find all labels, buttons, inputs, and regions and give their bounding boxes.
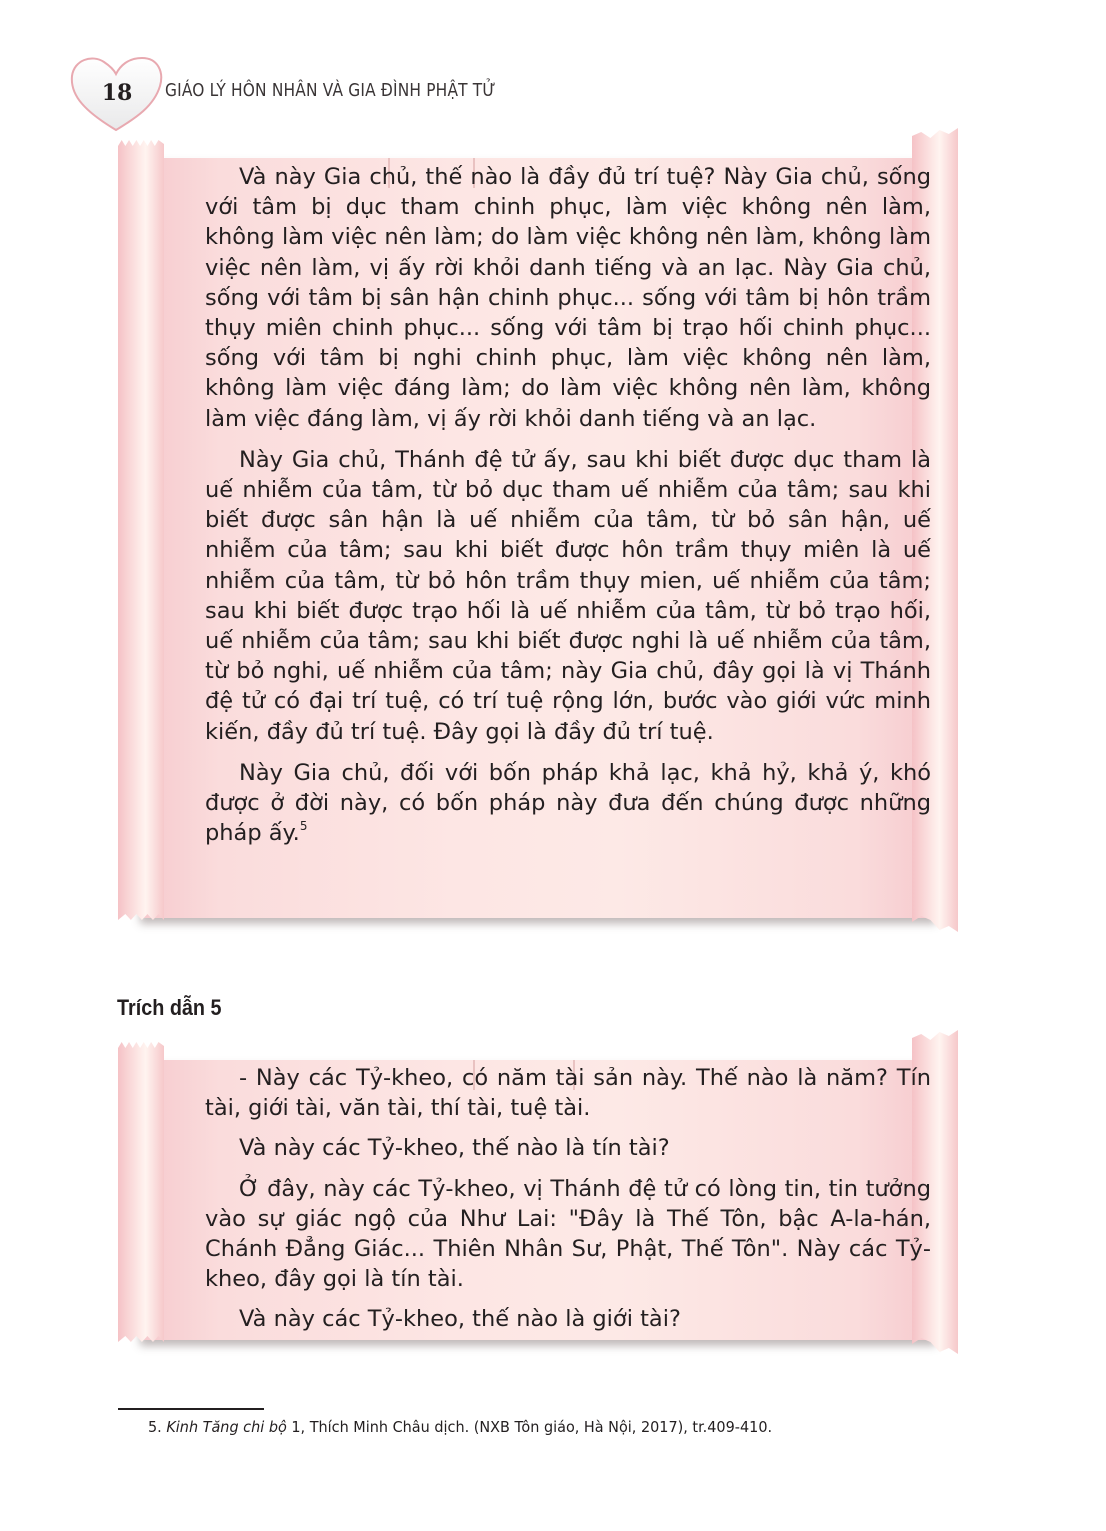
footnote-divider — [118, 1408, 264, 1410]
footnote-title: Kinh Tăng chi bộ — [166, 1418, 287, 1436]
page-number: 18 — [101, 80, 133, 106]
scroll-roll-left — [118, 1042, 164, 1342]
footnote-ref[interactable]: 5 — [299, 819, 308, 834]
footnote-number: 5. — [148, 1418, 162, 1436]
paragraph: - Này các Tỷ-kheo, có năm tài sản này. Thế nào là năm? Tín tài, giới tài, văn tài, thí tài, tuệ tài. — [205, 1065, 931, 1122]
scroll-roll-left — [118, 140, 164, 920]
paragraph: Và này các Tỷ-kheo, thế nào là giới tài? — [239, 1306, 681, 1333]
quote-text-1 — [205, 162, 931, 859]
paragraph: Ở đây, này các Tỷ-kheo, vị Thánh đệ tử có lòng tin, tin tưởng vào sự giác ngộ của Như Lai: "Đây là Thế Tôn, bậc A-la-hán, Chánh Đẳng Giác... Thiên Nhân Sư, Phật, Thế Tôn". Này các Tỷ-kheo, đây gọi là tín tài. — [205, 1175, 931, 1293]
paragraph: Này Gia chủ, Thánh đệ tử ấy, sau khi biết được dục tham là uế nhiễm của tâm, từ bỏ dục tham uế nhiễm của tâm; sau khi biết được sân hận là uế nhiễm của tâm, từ bỏ sân hận, uế nhiễm của tâm; sau khi biết được hôn trầm thụy miên là uế nhiễm của tâm, từ bỏ hôn trầm thụy mien, uế nhiễm của tâm; sau khi biết được trạo hối là uế nhiễm của tâm, từ bỏ trạo hối, uế nhiễm của tâm; sau khi biết được nghi là uế nhiễm của tâm, từ bỏ nghi, uế nhiễm của tâm; này Gia chủ, đây gọi là vị Thánh đệ tử có đại trí tuệ, có trí tuệ rộng lớn, bước vào giới vức minh kiến, đầy đủ trí tuệ. Đây gọi là đầy đủ trí tuệ. — [205, 446, 931, 745]
footnote-rest: 1, Thích Minh Châu dịch. (NXB Tôn giáo, Hà Nội, 2017), tr.409-410. — [286, 1418, 773, 1436]
quote-text-2 — [205, 1063, 931, 1345]
footnote — [148, 1418, 772, 1436]
section-title: Trích dẫn 5 — [117, 995, 222, 1020]
paragraph — [205, 758, 931, 849]
paragraph: Và này các Tỷ-kheo, thế nào là tín tài? — [239, 1135, 670, 1162]
paragraph: Và này Gia chủ, thế nào là đầy đủ trí tuệ? Này Gia chủ, sống với tâm bị dục tham chinh phục, làm việc không nên làm, không làm việc nên làm; do làm việc không nên làm, không làm việc nên làm, vị ấy rời khỏi danh tiếng và an lạc. Này Gia chủ, sống với tâm bị sân hận chinh phục... sống với tâm bị hôn trầm thụy miên chinh phục... sống với tâm bị trạo hối chinh phục... sống với tâm bị nghi chinh phục, làm việc không nên làm, không làm việc đáng làm; do làm việc không nên làm, không làm việc đáng làm, vị ấy rời khỏi danh tiếng và an lạc. — [205, 164, 931, 432]
paragraph-text: Này Gia chủ, đối với bốn pháp khả lạc, khả hỷ, khả ý, khó được ở đời này, có bốn pháp này đưa đến chúng được những pháp ấy. — [205, 759, 931, 847]
running-head: GIÁO LÝ HÔN NHÂN VÀ GIA ĐÌNH PHẬT TỬ — [165, 81, 496, 101]
